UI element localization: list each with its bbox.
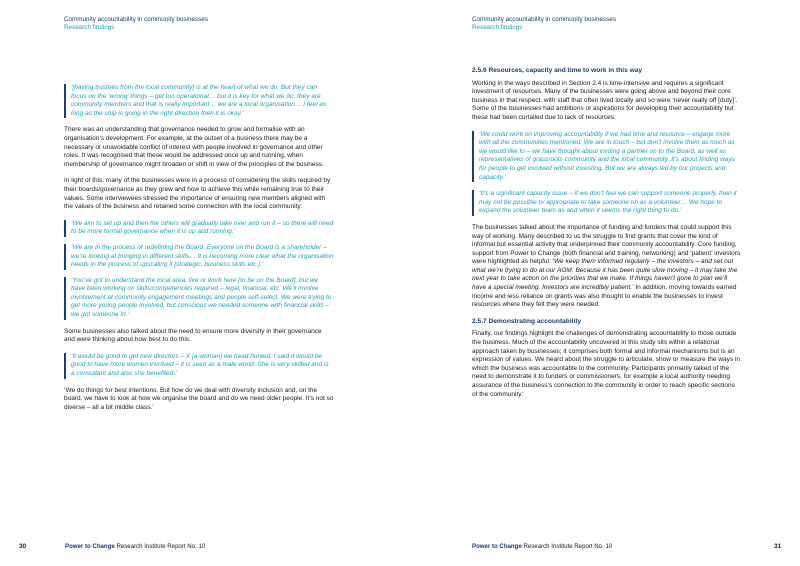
section-heading: 2.5.6 Resources, capacity and time to work in this way — [472, 67, 643, 74]
running-head — [64, 16, 208, 32]
running-head-section: Research findings — [472, 24, 523, 31]
footer-brand: Power to Change — [472, 543, 522, 550]
footer-text: Research Institute Report No. 10 — [521, 543, 613, 550]
page-number: 31 — [774, 543, 782, 550]
paragraph-text: In addition, moving towards earned income and less reliance on grants was also thought to enable the businesses to invest resources where they felt they were needed. — [472, 284, 737, 309]
footer-text: Research Institute Report No. 10 — [114, 543, 206, 550]
paragraph: In light of this, many of the businesses were in a process of considering the skills required by their boards/governance as they grew and how to achieve this while remaining true to their values. Some interviewees stressed the importance of ensuring new members aligned with the values of the business and retained some connection with the local community: — [64, 177, 331, 211]
section-heading: 2.5.7 Demonstrating accountability — [472, 317, 582, 325]
left-column — [64, 84, 334, 420]
running-head-section: Research findings — [64, 24, 115, 31]
paragraph: Finally, our findings highlight the challenges of demonstrating accountability to those outside the business. Much of the accountability uncovered in this study sits within a relational approach taken by businesses; it comprises both formal and informal mechanisms but is an expression of values. We heard about the struggle to articulate, show or measure the ways in which the business was accountable to the community. Participants primarily talked of the need to demonstrate it to funders or commissioners, for example a local authority needing assurance of the business’s connection to the community in order to reach specific sections of the community: — [472, 330, 740, 398]
running-head-title: Community accountability in community businesses — [472, 16, 616, 23]
paragraph: Some businesses also talked about the need to ensure more diversity in their governance and were thinking about how best to do this: — [64, 327, 322, 344]
quote-block: ‘We aim to set up and then the others will gradually take over and run it – so there will need to be more formal governance when it is up and running.’ — [64, 220, 334, 237]
paragraph: Working in the ways described in Section 2.4 is time-intensive and requires a significant investment of resources. Many of the businesses were going above and beyond their core business in that respect, with staff that often lived locally and so were ‘never really off [duty]’. Some of the businesses had ambitions or aspirations for developing their accountability but these had been curtailed due to lack of resources: — [472, 79, 738, 121]
right-page — [400, 0, 800, 566]
quote-block: ‘[having trustees from the local community] is at the heart of what we do. But they can focus on the ‘wrong’ things – get too operational… but it is key for what we do, they are community members and that is really important… we are a local organisation… I feel as long as the ship is going in the right direction then it is okay.’ — [64, 84, 334, 118]
paragraph — [472, 224, 742, 310]
inline-quote: ‘We keep them informed regularly – the investors – and set out what we’re trying to do at our AGM. Because it has been quite slow moving – it may take the next year to take action on the priorities that we make. If things haven’t gone to plan we’ll have a special meeting. Investors are incredibly patient.’ — [472, 258, 738, 292]
paragraph-text: The businesses talked about the importance of funding and funders that could support this way of working. Many described to us the struggle to find grants that cover the kind of informal but essential activity that underpinned their community accountability. Core funding, support from Power to Change (both financial and training, networking) and ‘patient’ investors were highlighted as helpful: — [472, 223, 741, 266]
paragraph: There was an understanding that governance needed to grow and formalise with an organisation’s development. For example, at the outset of a business there may be a necessary or unavoidable conflict of interest with people involved in governance and other roles. It was recognised that these would be addressed once up and running, when membership of governance might broaden or shift in view of the principles of the business. — [64, 126, 324, 168]
quote-block: ‘We are in the process of redefining the Board. Everyone on the Board is a shareholder – we’re looking at bringing in different skills… It is becoming more clear what the organisation needs in the process of upscaling it [strategic, business skills etc.].’ — [64, 244, 334, 270]
running-head-title: Community accountability in community businesses — [64, 16, 208, 23]
quote-block: ‘You’ve got to understand the local area, live or work here [to be on the Board], but we have been working on skills/competencies required – legal, financial, etc. We’ll involve involvement at community engagement meetings and people self-select. We were trying to get more young people involved, but conscious we needed someone with financial skills – we got someone in.’ — [64, 277, 334, 320]
right-column — [472, 67, 742, 407]
quote-block: ‘It would be good to get new directors – X [a woman] we head hunted. I said it would be good to have more women involved – it is seen as a male world. She is very skilled and is a consultant and also she benefited.’ — [64, 353, 334, 379]
page-number: 30 — [19, 543, 27, 550]
quote-block: ‘We could work on improving accountability if we had time and resource – engage more with all the communities mentioned. We are in touch – but don’t involve them as much as we would like to – we have thought about inviting a partner on to the Board, as well as representatives of grassroots community and the local community. It’s about finding ways for people to get involved without investing. But we are always led by our projects and capacity.’ — [472, 131, 742, 183]
paragraph: ‘We do things for best intentions. But how do we deal with diversity inclusion and, on the board, we have to look at how we organise the board and do we need older people. It’s not so diverse – all a bit middle class.’ — [64, 386, 334, 411]
footer-brand: Power to Change — [65, 543, 115, 550]
footer — [65, 543, 205, 550]
running-head — [472, 16, 616, 32]
footer — [472, 543, 612, 550]
quote-block: ‘It’s a significant capacity issue – if we don’t feel we can support someone properly, then it may not be possible or appropriate to take someone on as a volunteer… We hope to expand the volunteer team as and when it seems the right thing to do.’ — [472, 190, 742, 216]
